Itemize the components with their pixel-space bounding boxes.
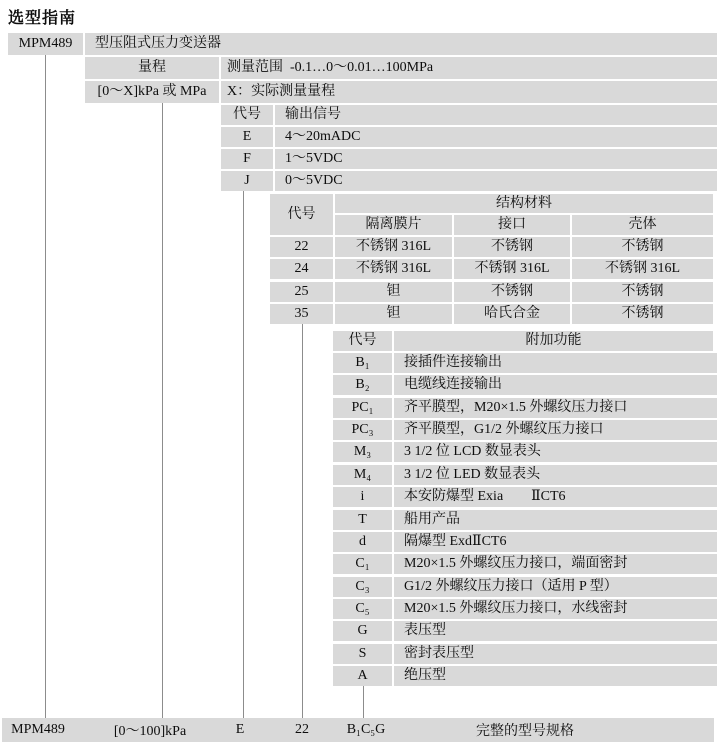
leader-line-signal (243, 191, 244, 718)
model-name-cell: 型压阻式压力变送器 (85, 33, 717, 55)
addon-row-code: PC₁ (333, 398, 392, 418)
page-title: 选型指南 (8, 10, 77, 27)
leader-line-model (45, 55, 46, 718)
example-range: [0～100]kPa (113, 724, 187, 739)
material-cell: 不锈钢 316L (335, 237, 452, 257)
addon-row-desc: 密封表压型 (394, 644, 717, 664)
material-cell: 不锈钢 (572, 237, 713, 257)
addons-header: 附加功能 (394, 331, 713, 351)
example-label: 完整的型号规格 (476, 724, 574, 739)
addon-row-desc: M20×1.5 外螺纹压力接口，水线密封 (394, 599, 717, 619)
addon-row-code: M₄ (333, 465, 392, 485)
addon-row-desc: 接插件连接输出 (394, 353, 717, 373)
material-cell: 不锈钢 (572, 304, 713, 324)
addon-row-code: G (333, 621, 392, 641)
material-cell: 不锈钢 (454, 237, 570, 257)
addon-row-desc: M20×1.5 外螺纹压力接口，端面密封 (394, 554, 717, 574)
addon-row-code: A (333, 666, 392, 686)
addon-row-desc: 表压型 (394, 621, 717, 641)
material-header: 结构材料 (335, 194, 713, 213)
example-addons: B₁C₅G (346, 722, 386, 737)
leader-line-addons (363, 686, 364, 718)
addon-row-code: C₁ (333, 554, 392, 574)
addon-row-desc: 本安防爆型 Exia ⅡCT6 (394, 487, 717, 507)
material-col-header: 隔离膜片 (335, 215, 452, 235)
material-row-code: 25 (270, 282, 333, 302)
addon-row-code: B₁ (333, 353, 392, 373)
material-code-header: 代号 (270, 194, 333, 235)
example-signal: E (235, 722, 245, 737)
material-cell: 不锈钢 (572, 282, 713, 302)
addon-row-code: PC₃ (333, 420, 392, 440)
addon-row-code: B₂ (333, 375, 392, 395)
example-model: MPM489 (11, 722, 65, 737)
material-row-code: 24 (270, 259, 333, 279)
signal-header: 输出信号 (275, 105, 717, 125)
material-cell: 不锈钢 316L (454, 259, 570, 279)
addons-code-header: 代号 (333, 331, 392, 351)
addon-row-code: S (333, 644, 392, 664)
addon-row-desc: 电缆线连接输出 (394, 375, 717, 395)
range-label-cell: 量程 (85, 57, 219, 79)
signal-row-code: J (221, 171, 273, 191)
material-cell: 哈氏合金 (454, 304, 570, 324)
model-code-cell: MPM489 (8, 33, 83, 55)
addon-row-code: M₃ (333, 442, 392, 462)
material-col-header: 壳体 (572, 215, 713, 235)
leader-line-material (302, 324, 303, 718)
addon-row-code: T (333, 510, 392, 530)
signal-row-code: E (221, 127, 273, 147)
material-cell: 不锈钢 (454, 282, 570, 302)
addon-row-desc: 3 1/2 位 LED 数显表头 (394, 465, 717, 485)
material-cell: 不锈钢 316L (572, 259, 713, 279)
material-cell: 钽 (335, 282, 452, 302)
addon-row-desc: 隔爆型 ExdⅡCT6 (394, 532, 717, 552)
addon-row-desc: 绝压型 (394, 666, 717, 686)
addon-row-desc: 3 1/2 位 LCD 数显表头 (394, 442, 717, 462)
range-value-cell: 测量范围 -0.1…0～0.01…100MPa (221, 57, 717, 79)
material-row-code: 35 (270, 304, 333, 324)
signal-row-code: F (221, 149, 273, 169)
addon-row-code: C₃ (333, 577, 392, 597)
leader-line-range (162, 103, 163, 718)
range-format-cell: [0～X]kPa 或 MPa (85, 81, 219, 103)
material-row-code: 22 (270, 237, 333, 257)
addon-row-desc: 齐平膜型，M20×1.5 外螺纹压力接口 (394, 398, 717, 418)
material-cell: 不锈钢 316L (335, 259, 452, 279)
addon-row-desc: 船用产品 (394, 510, 717, 530)
material-cell: 钽 (335, 304, 452, 324)
addon-row-code: i (333, 487, 392, 507)
material-col-header: 接口 (454, 215, 570, 235)
example-material: 22 (295, 722, 309, 737)
signal-row-desc: 0～5VDC (275, 171, 717, 191)
addon-row-desc: G1/2 外螺纹压力接口（适用 P 型） (394, 577, 717, 597)
signal-row-desc: 1～5VDC (275, 149, 717, 169)
addon-row-code: d (333, 532, 392, 552)
addon-row-desc: 齐平膜型，G1/2 外螺纹压力接口 (394, 420, 717, 440)
range-note-cell: X：实际测量量程 (221, 81, 717, 103)
addon-row-code: C₅ (333, 599, 392, 619)
signal-row-desc: 4～20mADC (275, 127, 717, 147)
signal-code-header: 代号 (221, 105, 273, 125)
